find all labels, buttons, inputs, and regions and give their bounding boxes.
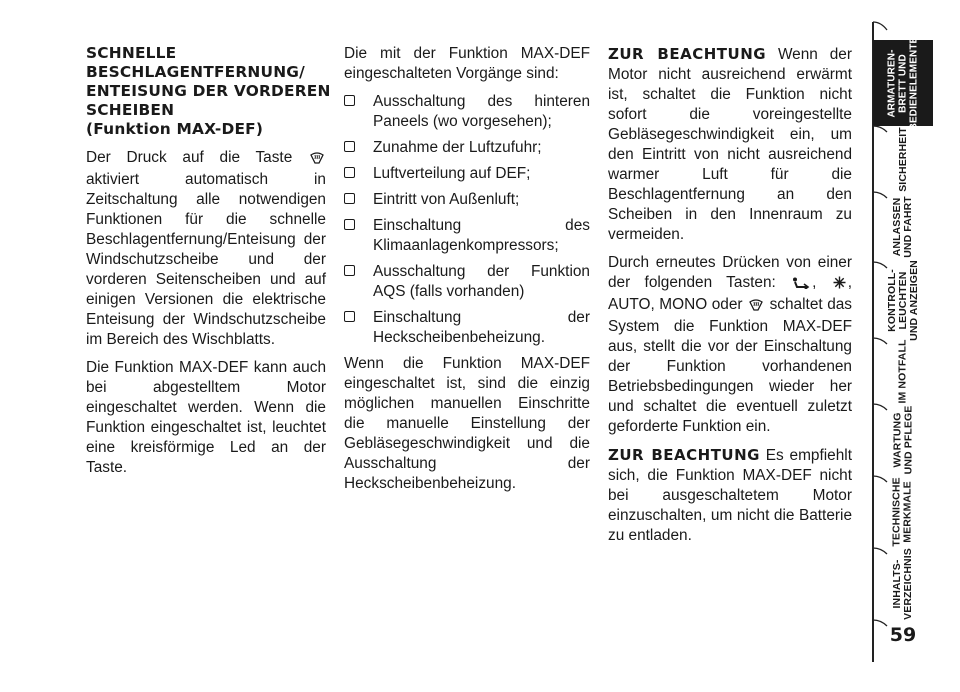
column-3 [608, 44, 852, 554]
checkbox-bullet-icon [344, 311, 355, 322]
tab-technische-merkmale[interactable]: TECHNISCHE MERKMALE [891, 477, 915, 547]
note-lead: ZUR BEACHTUNG [608, 45, 767, 63]
note-1: ZUR BEACHTUNG Wenn der Motor nicht ausreichend erwärmt ist, schaltet die Funktion nicht sofort die voreingestellte Gebläsegeschwindigkeit ein, um den Eintritt von nicht ausreichend warmer Luft für die Beschlagentfernung an den Scheiben in den Innenraum zu vermeiden. [608, 45, 852, 243]
tab-anlassen[interactable]: ANLASSEN UND FAHRT [891, 196, 914, 258]
tab-armaturenbrett[interactable]: ARMATUREN- BRETT UND BEDIENELEMENTE [873, 40, 933, 126]
defrost-icon [310, 150, 324, 170]
tab-sicherheit[interactable]: SICHERHEIT [896, 126, 909, 192]
list-item: Einschaltung des Klimaanlagenkompressors; [344, 216, 590, 256]
paragraph-1: Der Druck auf die Taste aktiviert automatisch in Zeitschaltung alle notwendigen Funktionen für die schnelle Beschlagentfernung/Enteisung der Windschutzscheibe und der vorderen Seitenscheiben und auf einigen Versionen die elektrische Enteisung der Windschutzscheibe im Bereich des Wischblatts. [86, 149, 326, 348]
tab-wartung[interactable]: WARTUNG UND PFLEGE [891, 405, 915, 475]
checkbox-bullet-icon [344, 167, 355, 178]
list-item: Ausschaltung der Funktion AQS (falls vorhanden) [344, 262, 590, 302]
heading-line: SCHNELLE [86, 44, 177, 62]
tab-inhaltsverzeichnis[interactable]: INHALTS- VERZEICHNIS [891, 548, 915, 620]
page-number: 59 [889, 624, 917, 646]
heading-line: BESCHLAGENTFERNUNG/ [86, 63, 305, 81]
checkbox-bullet-icon [344, 141, 355, 152]
heading-line: (Funktion MAX-DEF) [86, 120, 264, 138]
column-1 [86, 44, 331, 486]
note-2: ZUR BEACHTUNG Es empfiehlt sich, die Funktion MAX-DEF nicht bei ausgeschaltetem Motor einzuschalten, um nicht die Batterie zu entladen. [608, 446, 852, 544]
list-item: Luftverteilung auf DEF; [344, 164, 590, 184]
heading-line: ENTEISUNG DER VORDEREN [86, 82, 331, 100]
paragraph-buttons: Durch erneutes Drücken von einer der folgenden Tasten: , , AUTO, MONO oder schaltet das System die Funktion MAX-DEF aus, stellt die vor der Einschaltung der Funktion vorhandenen Betriebsbedingungen wieder her und schaltet die eventuell zuletzt geforderte Funktion ein. [608, 254, 853, 435]
fan-icon [833, 275, 846, 295]
list-outro: Wenn die Funktion MAX-DEF eingeschaltet ist, sind die einzig möglichen manuellen Einschritte die manuelle Einstellung der Gebläsegeschwindigkeit und die Ausschaltung der Heckscheibenbeheizung. [344, 355, 590, 492]
list-item: Ausschaltung des hinteren Paneels (wo vorgesehen); [344, 92, 590, 132]
tab-separators [873, 0, 933, 692]
checkbox-bullet-icon [344, 265, 355, 276]
air-distribution-icon [792, 275, 810, 295]
tab-kontrollleuchten[interactable]: KONTROLL- LEUCHTEN UND ANZEIGEN [885, 259, 920, 341]
function-list [344, 92, 590, 348]
heading-line: SCHEIBEN [86, 101, 175, 119]
checkbox-bullet-icon [344, 95, 355, 106]
list-item: Einschaltung der Heckscheibenbeheizung. [344, 308, 590, 348]
list-item: Zunahme der Luftzufuhr; [344, 138, 590, 158]
paragraph-2: Die Funktion MAX-DEF kann auch bei abgestelltem Motor eingeschaltet werden. Wenn die Funktion eingeschaltet ist, leuchtet eine kreisförmige Led an der Taste. [86, 359, 326, 476]
list-item: Eintritt von Außenluft; [344, 190, 590, 210]
section-heading [86, 44, 331, 139]
checkbox-bullet-icon [344, 193, 355, 204]
column-2 [344, 44, 590, 502]
note-lead: ZUR BEACHTUNG [608, 446, 760, 464]
list-intro: Die mit der Funktion MAX-DEF eingeschalteten Vorgänge sind: [344, 45, 590, 82]
checkbox-bullet-icon [344, 219, 355, 230]
defrost-icon [749, 297, 763, 317]
tab-im-notfall[interactable]: IM NOTFALL [896, 339, 909, 403]
